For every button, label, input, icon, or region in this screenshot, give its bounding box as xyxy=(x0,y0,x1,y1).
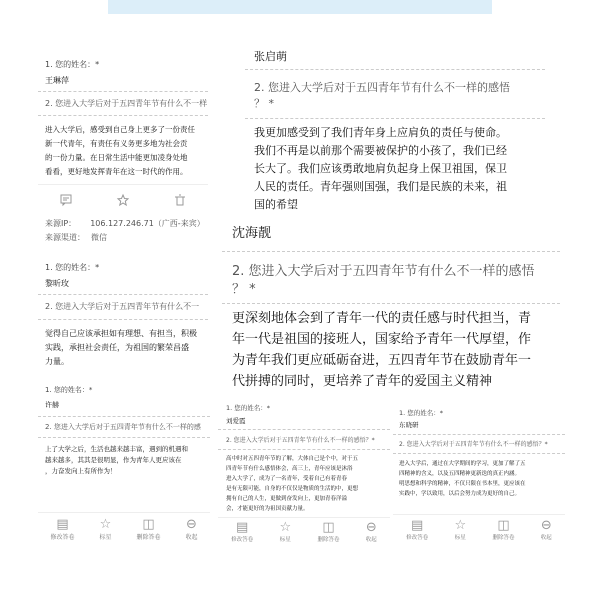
star-icon: ☆ xyxy=(279,520,292,535)
edit-icon: ▤ xyxy=(411,518,424,533)
edit-icon: ▤ xyxy=(56,517,69,532)
name-label: 1. 您的姓名：* xyxy=(45,60,100,69)
star-icon: ☆ xyxy=(454,518,467,533)
question-text: 2. 您进入大学后对于五四青年节有什么不一样的感 xyxy=(45,423,201,431)
ip-value: 106.127.246.71（广西-来宾） xyxy=(90,219,205,228)
question-text: 2. 您进入大学后对于五四青年节有什么不一 xyxy=(45,302,200,311)
answer-text: 上了大学之后，生活也越来越丰富，遇到的机遇和 越来越多，其其是很明显，作为青年人更应该在 ，力奋发向上有所作为！ xyxy=(45,445,188,475)
delete-answer-button[interactable]: ◫ 删除答卷 xyxy=(492,518,515,541)
delete-answer-button[interactable]: ◫ 删除答卷 xyxy=(317,520,340,543)
answer-text: 觉得自己应该承担如有理想、有担当，积极 实践，承担社会责任，为祖国的繁荣昌盛 力量。 xyxy=(45,329,197,366)
response-card-4 xyxy=(222,213,560,389)
star-icon: ☆ xyxy=(99,517,112,532)
name-value: 沈海靓 xyxy=(232,226,272,241)
name-label: 1. 您的姓名：* xyxy=(45,386,93,394)
collapse-icon: ⊖ xyxy=(540,518,552,533)
trash-icon[interactable] xyxy=(174,191,186,210)
star-button[interactable]: ☆ 标星 xyxy=(454,518,467,541)
answer-text: 我更加感受到了我们青年身上应肩负的责任与使命。 我们不再是以前那个需要被保护的小孩了，我们已经 长大了。我们应该勇敢地肩负起身上保卫祖国，保卫 人民的责任。青年强则国强，我们是民族的未来，祖 国的希望 xyxy=(254,126,507,211)
answer-text: 进入大学后，感受到自己身上更多了一份责任 新一代青年，有责任有义务更多地为社会贡 的一份力量。在日常生活中能更加凌身处地 看看，更好地发挥青年在这一时代的作用。 xyxy=(45,125,195,176)
star-button[interactable]: ☆ 标星 xyxy=(99,517,112,541)
response-card-1 xyxy=(38,50,208,260)
modify-answer-button[interactable]: ▤ 修改答卷 xyxy=(231,520,254,543)
name-value: 王琳萍 xyxy=(45,76,69,85)
question-text: 2. 您进入大学后对于五四青年节有什么不一样 xyxy=(45,99,208,108)
name-value: 黎昕玫 xyxy=(45,279,69,288)
top-banner xyxy=(108,0,492,14)
modify-answer-button[interactable]: ▤ 修改答卷 xyxy=(406,518,429,541)
bottom-nav xyxy=(393,519,565,541)
name-label: 1. 您的姓名：* xyxy=(226,404,271,412)
question-text: 2. 您进入大学后对于五四青年节有什么不一样的感悟？* xyxy=(226,437,375,444)
collapse-button[interactable]: ⊖ 收起 xyxy=(540,518,552,541)
name-label: 1. 您的姓名：* xyxy=(45,263,100,272)
question-text: 2. 您进入大学后对于五四青年节有什么不一样的感悟 ？ * xyxy=(232,264,535,297)
trash-icon: ◫ xyxy=(322,520,335,535)
response-card-7 xyxy=(393,402,565,552)
collapse-icon: ⊖ xyxy=(365,520,377,535)
response-card-5 xyxy=(38,380,210,550)
edit-icon[interactable] xyxy=(60,191,72,210)
name-value: 刘爱霞 xyxy=(226,417,246,425)
answer-text: 更深刻地体会到了青年一代的责任感与时代担当，青 年一代是祖国的接班人，国家给予青年一代厚望，作 为青年我们更应砥砺奋进，五四青年节在鼓励青年一 代拼搏的同时，更培养了青年的爱国主义精神 xyxy=(232,311,532,389)
response-card-3 xyxy=(245,40,545,215)
modify-answer-button[interactable]: ▤ 修改答卷 xyxy=(50,517,75,541)
collapse-button[interactable]: ⊖ 收起 xyxy=(185,517,198,541)
star-button[interactable]: ☆ 标星 xyxy=(279,520,292,543)
channel-value: 微信 xyxy=(91,233,107,242)
bottom-nav xyxy=(38,518,210,541)
channel-label: 来源渠道： xyxy=(45,233,85,242)
question-text: 2. 您进入大学后对于五四青年节有什么不一样的感悟 ？ * xyxy=(254,81,510,110)
collapse-button[interactable]: ⊖ 收起 xyxy=(365,520,377,543)
collapse-icon: ⊖ xyxy=(186,517,197,532)
name-label: 1. 您的姓名：* xyxy=(399,409,444,417)
name-value: 张启萌 xyxy=(254,50,287,63)
trash-icon: ◫ xyxy=(497,518,510,533)
name-value: 许赫 xyxy=(45,401,59,409)
response-card-2 xyxy=(38,255,208,375)
name-value: 东晓研 xyxy=(399,421,419,429)
answer-text: 高中时对五四青年节的了解，大体自己是个中，对于五 四青年节有什么感悟体会，高三上，青年应该是沐浴 进入大学了，成为了一名青年，受着自己有着青春 是有无限可能，自身的不仅仅是物质的生活的中，更想 拥有自己的人生，更做到奋发向上，更加青春洋溢 会，才能更好的为祖国贡献力量。 xyxy=(226,456,359,512)
bottom-nav xyxy=(218,521,390,543)
trash-icon: ◫ xyxy=(142,517,155,532)
star-icon[interactable] xyxy=(117,191,129,210)
answer-text: 进入大学后，通过在大学期间的学习，更加了解了五 四精神的含义，以及五四精神更新迭的真正内涵。 明思想和科学的精神，不仅只限在书本里，更应该在 实践中，学以致用，以后会努力成为更好的自己。 xyxy=(399,461,526,497)
delete-answer-button[interactable]: ◫ 删除答卷 xyxy=(136,517,161,541)
edit-icon: ▤ xyxy=(236,520,249,535)
question-text: 2. 您进入大学后对于五四青年节有什么不一样的感悟？* xyxy=(399,441,548,448)
response-card-6 xyxy=(218,397,390,557)
ip-label: 来源IP： xyxy=(45,219,77,228)
